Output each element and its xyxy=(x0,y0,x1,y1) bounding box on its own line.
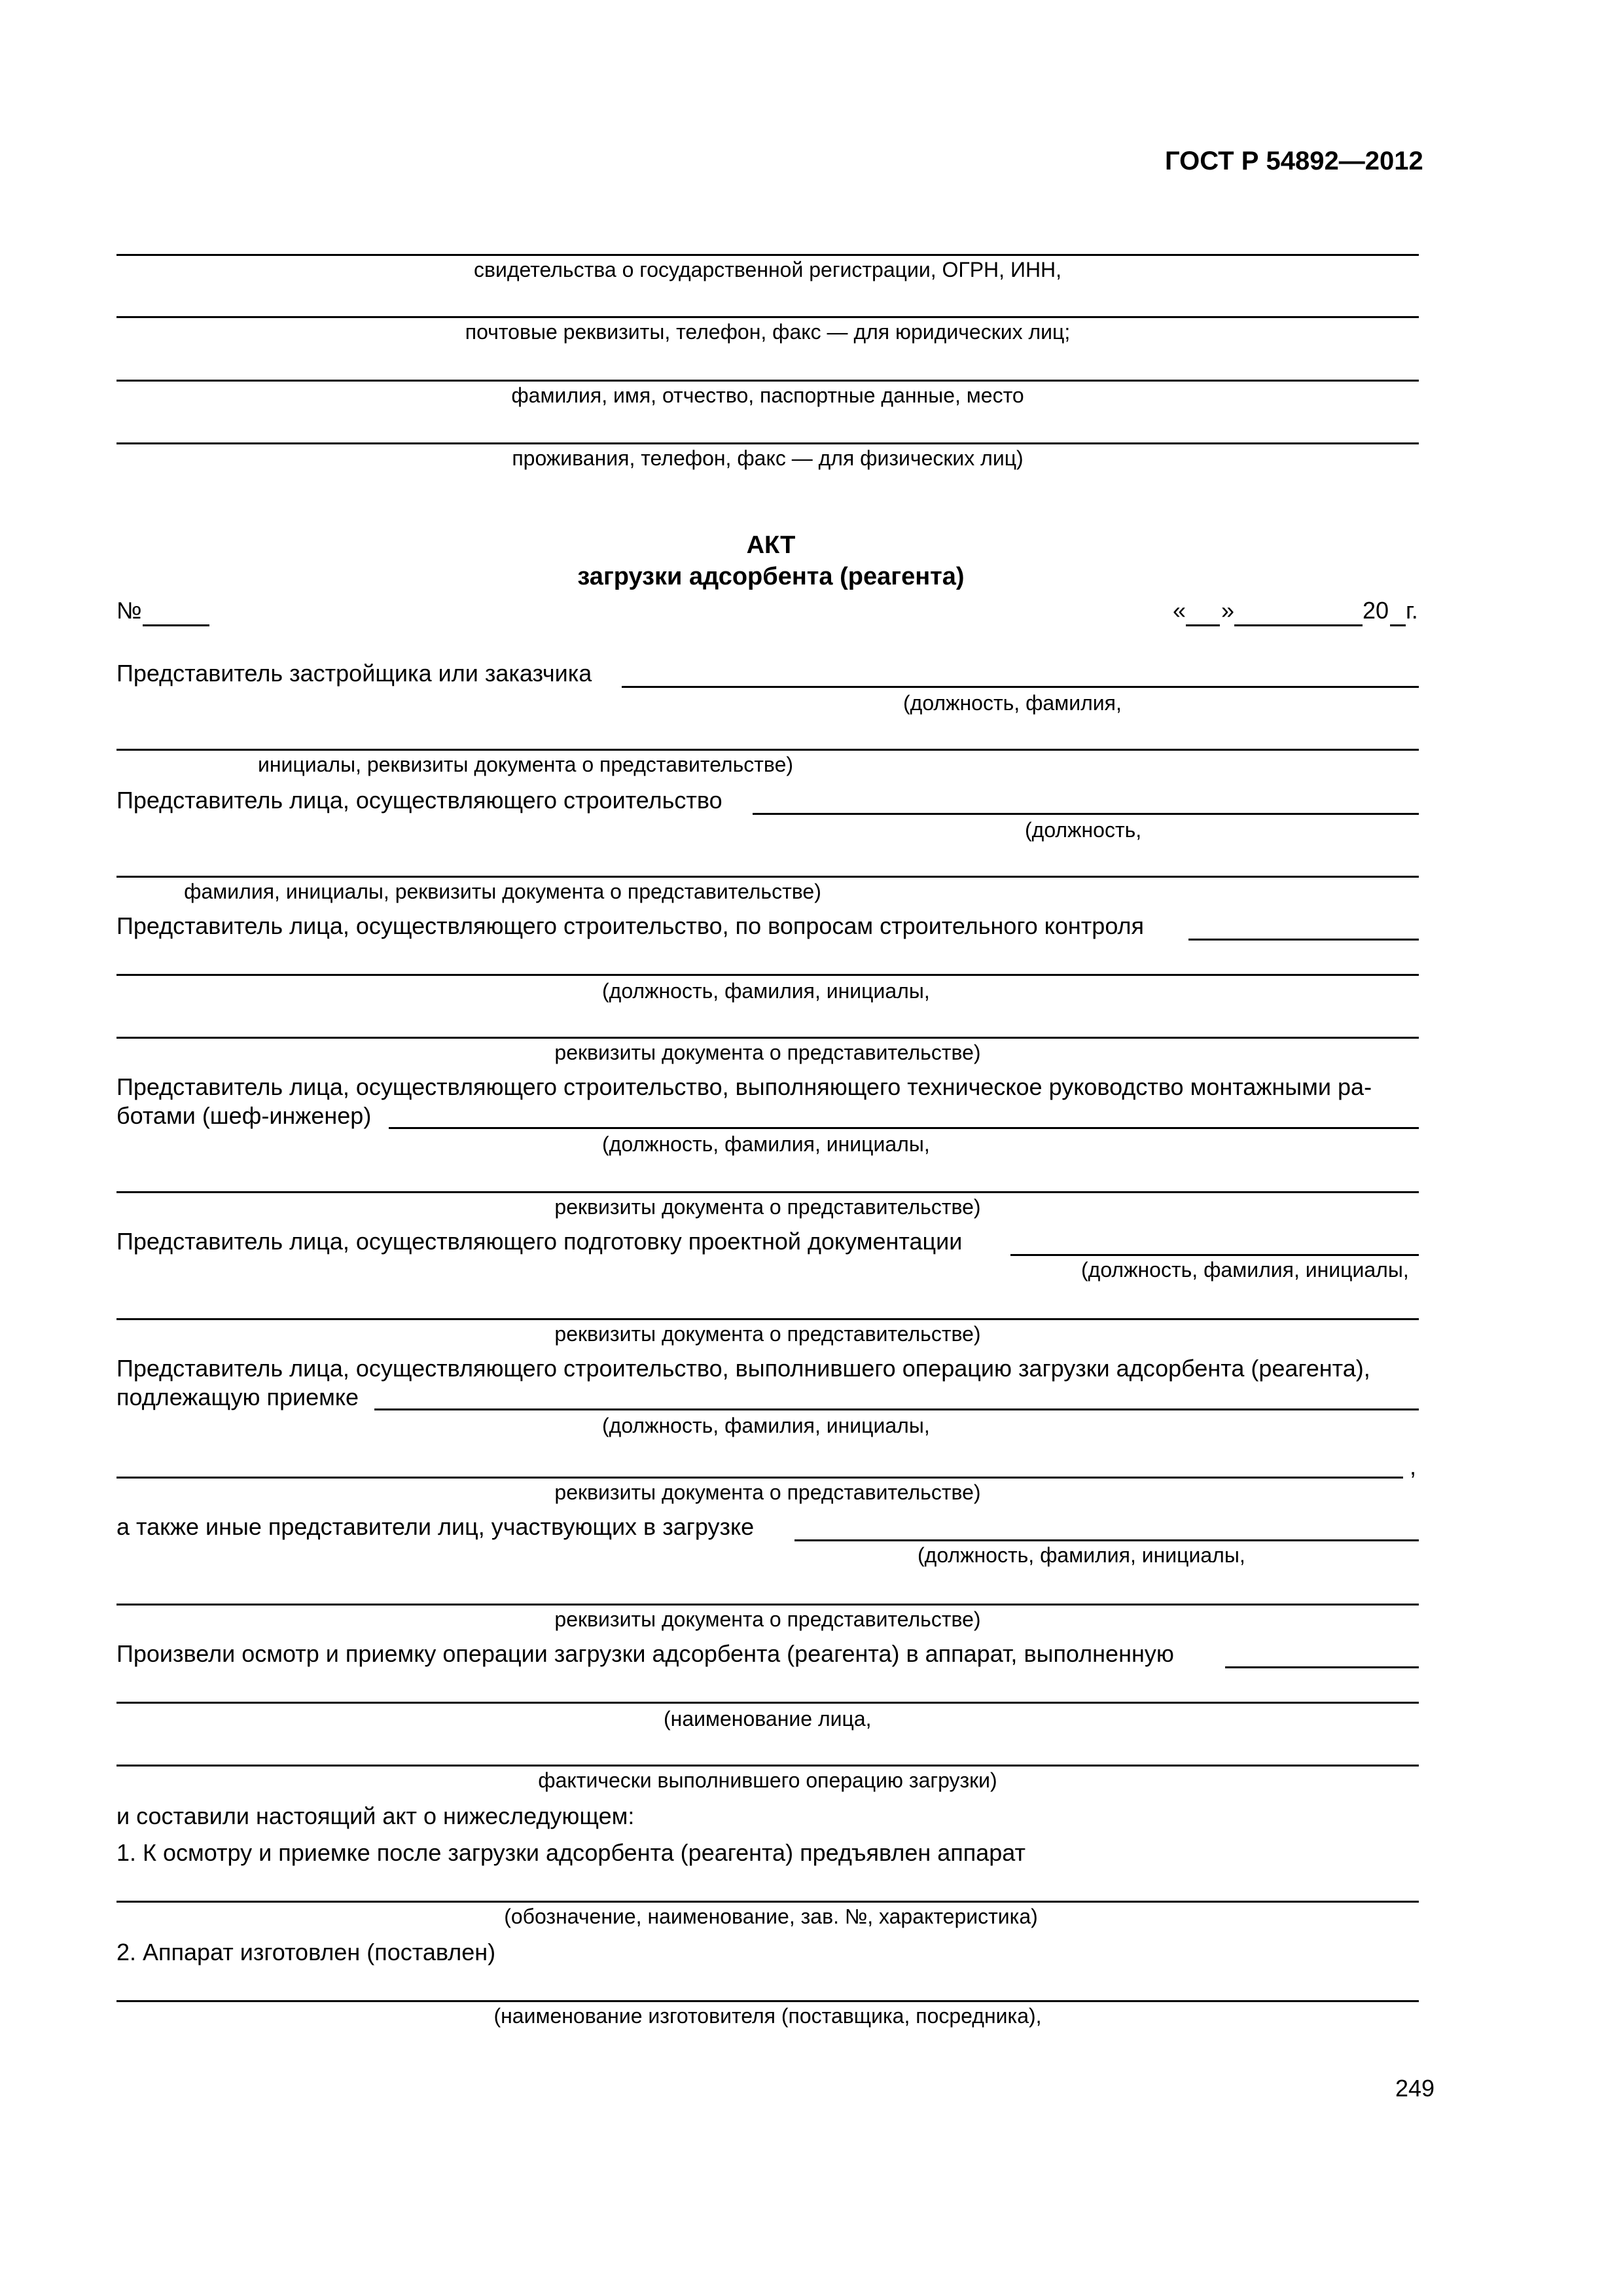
standard-number: ГОСТ Р 54892—2012 xyxy=(1165,147,1423,175)
composed-text: и составили настоящий акт о нижеследующем: xyxy=(116,1803,635,1829)
rep-loader-line2: подлежащую приемке xyxy=(116,1384,359,1410)
rep-loader-line1: Представитель лица, осуществляющего строительство, выполнившего операцию загрузки адсорбента (реагента), xyxy=(116,1355,1370,1382)
rep-chief-engineer-field[interactable] xyxy=(389,1127,1419,1129)
blank-line[interactable] xyxy=(116,2000,1419,2002)
rep-control-label: Представитель лица, осуществляющего строительство, по вопросам строительного контроля xyxy=(116,912,1145,939)
blank-line[interactable] xyxy=(116,974,1419,976)
blank-line[interactable] xyxy=(116,1037,1419,1039)
blank-line[interactable] xyxy=(116,749,1419,751)
rep-design-field[interactable] xyxy=(1010,1254,1419,1256)
act-subtitle: загрузки адсорбента (реагента) xyxy=(577,563,965,590)
field-caption: (должность, xyxy=(1025,818,1142,842)
field-caption: фамилия, инициалы, реквизиты документа о представительстве) xyxy=(184,880,821,903)
field-caption: (обозначение, наименование, зав. №, характеристика) xyxy=(504,1905,1038,1928)
field-caption: фактически выполнившего операцию загрузки) xyxy=(538,1768,997,1792)
rep-customer-label: Представитель застройщика или заказчика xyxy=(116,660,592,687)
rep-builder-field[interactable] xyxy=(753,813,1419,815)
inspection-label: Произвели осмотр и приемку операции загрузки адсорбента (реагента) в аппарат, выполненную xyxy=(116,1640,1174,1667)
date-year-prefix: 20 xyxy=(1363,597,1389,624)
field-caption: (должность, фамилия, инициалы, xyxy=(602,1132,930,1156)
field-caption: реквизиты документа о представительстве) xyxy=(554,1322,981,1346)
field-caption: (должность, фамилия, инициалы, xyxy=(602,1414,930,1437)
blank-line[interactable] xyxy=(116,1765,1419,1767)
field-caption: (должность, фамилия, инициалы, xyxy=(602,979,930,1003)
date-year-suffix: г. xyxy=(1406,597,1418,624)
blank-line[interactable] xyxy=(116,442,1419,444)
blank-line[interactable] xyxy=(116,254,1419,256)
blank-line[interactable] xyxy=(116,1901,1419,1903)
act-number-label: № xyxy=(116,597,142,624)
blank-line[interactable] xyxy=(116,316,1419,318)
rep-others-label: а также иные представители лиц, участвующих в загрузке xyxy=(116,1513,755,1540)
date-month-field[interactable] xyxy=(1234,624,1363,626)
field-caption: свидетельства о государственной регистрации, ОГРН, ИНН, xyxy=(473,258,1062,281)
rep-others-field[interactable] xyxy=(794,1539,1419,1541)
field-caption: реквизиты документа о представительстве) xyxy=(554,1607,981,1631)
field-caption: (должность, фамилия, инициалы, xyxy=(1081,1258,1409,1282)
blank-line[interactable] xyxy=(116,1477,1403,1479)
field-caption: (наименование изготовителя (поставщика, посредника), xyxy=(493,2004,1042,2028)
field-caption: (должность, фамилия, инициалы, xyxy=(918,1543,1245,1567)
date-year-field[interactable] xyxy=(1390,624,1406,626)
act-title: АКТ xyxy=(746,531,796,559)
field-caption: реквизиты документа о представительстве) xyxy=(554,1480,981,1504)
act-number-field[interactable] xyxy=(143,624,209,626)
rep-customer-field[interactable] xyxy=(622,686,1419,688)
rep-chief-engineer-line2: ботами (шеф-инженер) xyxy=(116,1102,372,1129)
date-quote-open: « xyxy=(1173,597,1186,624)
rep-control-field[interactable] xyxy=(1188,939,1419,941)
date-day-field[interactable] xyxy=(1186,624,1220,626)
rep-chief-engineer-line1: Представитель лица, осуществляющего строительство, выполняющего техническое руководство монтажными ра- xyxy=(116,1073,1372,1100)
field-caption: (наименование лица, xyxy=(664,1707,872,1731)
item2-label: 2. Аппарат изготовлен (поставлен) xyxy=(116,1939,496,1965)
blank-line[interactable] xyxy=(116,380,1419,382)
field-caption: реквизиты документа о представительстве) xyxy=(554,1195,981,1219)
trailing-comma: , xyxy=(1410,1453,1417,1480)
page-number: 249 xyxy=(1395,2075,1435,2102)
blank-line[interactable] xyxy=(116,876,1419,878)
rep-loader-field[interactable] xyxy=(374,1408,1419,1410)
blank-line[interactable] xyxy=(116,1191,1419,1193)
field-caption: инициалы, реквизиты документа о представительстве) xyxy=(257,753,794,776)
inspection-field[interactable] xyxy=(1225,1666,1419,1668)
blank-line[interactable] xyxy=(116,1604,1419,1605)
field-caption: фамилия, имя, отчество, паспортные данные, место xyxy=(511,384,1024,407)
field-caption: проживания, телефон, факс — для физических лиц) xyxy=(512,446,1024,470)
date-quote-close: » xyxy=(1221,597,1235,624)
item1-label: 1. К осмотру и приемке после загрузки адсорбента (реагента) предъявлен аппарат xyxy=(116,1839,1026,1866)
field-caption: (должность, фамилия, xyxy=(903,691,1122,715)
rep-builder-label: Представитель лица, осуществляющего строительство xyxy=(116,787,722,814)
blank-line[interactable] xyxy=(116,1702,1419,1704)
blank-line[interactable] xyxy=(116,1318,1419,1320)
field-caption: реквизиты документа о представительстве) xyxy=(554,1041,981,1064)
field-caption: почтовые реквизиты, телефон, факс — для юридических лиц; xyxy=(465,320,1071,344)
rep-design-label: Представитель лица, осуществляющего подготовку проектной документации xyxy=(116,1228,963,1255)
